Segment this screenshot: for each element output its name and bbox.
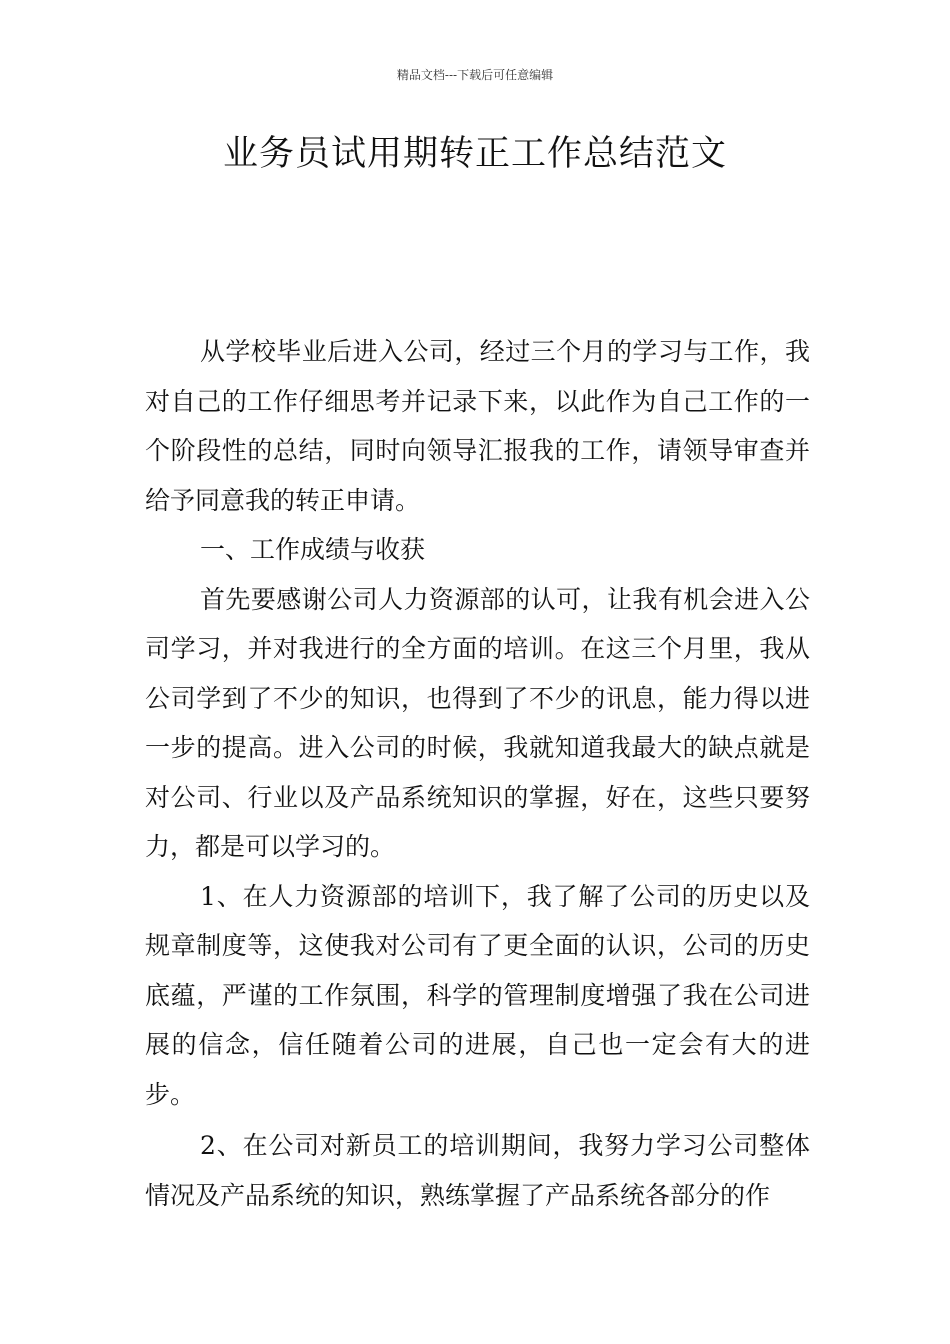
paragraph-item-1: 1、在人力资源部的培训下，我了解了公司的历史以及规章制度等，这使我对公司有了更全面的认识，公司的历史底蕴，严谨的工作氛围，科学的管理制度增强了我在公司进展的信念，信任随着公司的进展，自己也一定会有大的进步。: [145, 881, 810, 1109]
document-body: [145, 327, 810, 1220]
section-heading: 一、工作成绩与收获: [200, 535, 426, 564]
paragraph-item-2: 2、在公司对新员工的培训期间，我努力学习公司整体情况及产品系统的知识，熟练掌握了产品系统各部分的作: [145, 1131, 810, 1210]
header-note: 精品文档---下载后可任意编辑: [396, 68, 554, 82]
paragraph-thanks: 首先要感谢公司人力资源部的认可，让我有机会进入公司学习，并对我进行的全方面的培训。在这三个月里，我从公司学到了不少的知识，也得到了不少的讯息，能力得以进一步的提高。进入公司的时候，我就知道我最大的缺点就是对公司、行业以及产品系统知识的掌握，好在，这些只要努力，都是可以学习的。: [145, 584, 810, 861]
document-title: 业务员试用期转正工作总结范文: [222, 134, 727, 174]
paragraph-intro: 从学校毕业后进入公司，经过三个月的学习与工作，我对自己的工作仔细思考并记录下来，以此作为自己工作的一个阶段性的总结，同时向领导汇报我的工作，请领导审查并给予同意我的转正申请。: [145, 337, 810, 515]
